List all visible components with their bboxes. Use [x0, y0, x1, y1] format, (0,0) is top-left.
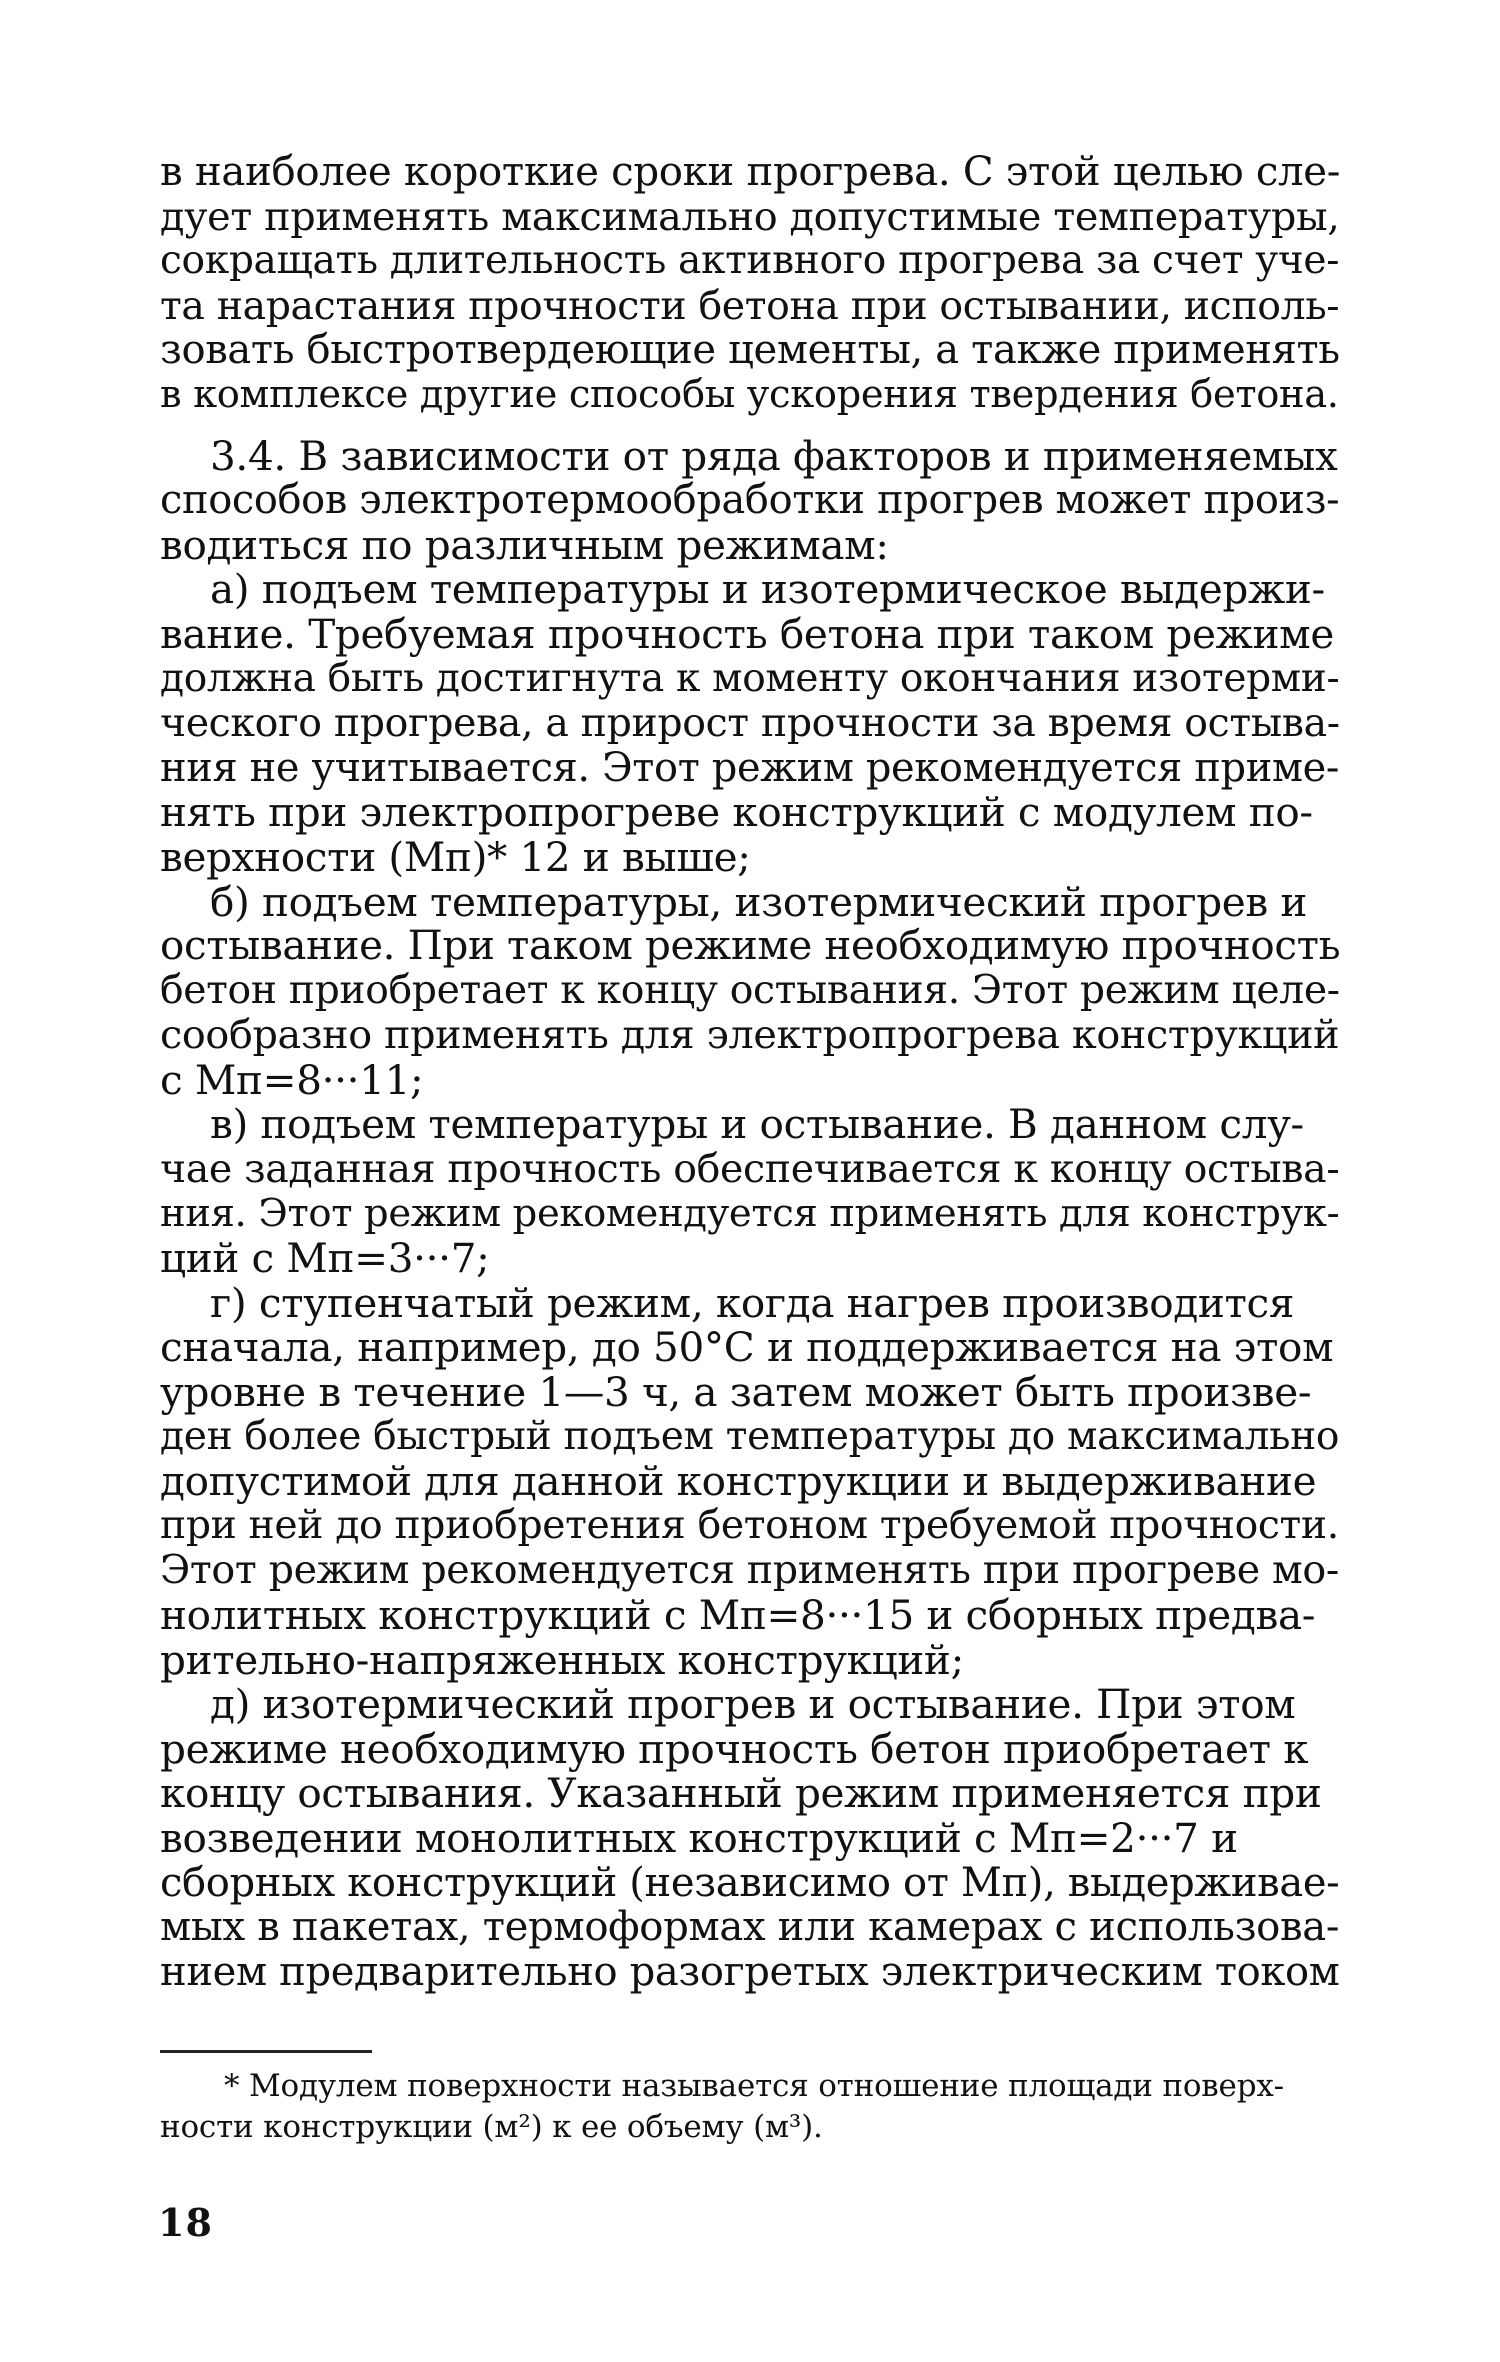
text-line: мых в пакетах, термоформах или камерах с использова- [160, 1904, 1340, 1951]
item-v-first-line: в) подъем температуры и остывание. В данном слу- [210, 1100, 1304, 1149]
item-a-first-line: а) подъем температуры и изотермическое выдержи- [210, 565, 1325, 614]
footnote-divider [160, 2050, 372, 2053]
text-line: режиме необходимую прочность бетон приобретает к [160, 1724, 1309, 1773]
text-line: та нарастания прочности бетона при остывании, исполь- [160, 282, 1340, 329]
text-line: нять при электропрогреве конструкций с модулем по- [160, 788, 1313, 837]
footnote-line: * Модулем поверхности называется отношение площади поверх- [224, 2068, 1284, 2104]
text-line: сообразно применять для электропрогрева конструкций [160, 1012, 1340, 1059]
text-line: сборных конструкций (независимо от Мп), выдерживае- [160, 1859, 1340, 1906]
text-line: нолитных конструкций с Мп=8···15 и сборных предва- [160, 1591, 1316, 1639]
text-line: способов электротермообработки прогрев может произ- [160, 477, 1340, 524]
footnote [160, 2066, 1340, 2148]
text-line: концу остывания. Указанный режим применяется при [160, 1769, 1322, 1818]
item-g-first-line: г) ступенчатый режим, когда нагрев производится [210, 1278, 1295, 1327]
text-line: верхности (Мп)* 12 и выше; [160, 832, 751, 881]
text-line: бетон приобретает к концу остывания. Этот режим целе- [160, 967, 1340, 1013]
text-line: сначала, например, до 50°С и поддерживается на этом [160, 1323, 1334, 1372]
text-line: с Мп=8···11; [160, 1055, 424, 1104]
text-line: чае заданная прочность обеспечивается к концу остыва- [160, 1146, 1340, 1193]
text-line: в комплексе другие способы ускорения твердения бетона. [160, 371, 1339, 417]
text-line: остывание. При таком режиме необходимую прочность [160, 922, 1341, 970]
text-line: ния не учитывается. Этот режим рекомендуется приме- [160, 744, 1340, 791]
text-line: сокращать длительность активного прогрева за счет уче- [160, 238, 1340, 284]
text-line: Этот режим рекомендуется применять при прогреве мо- [160, 1547, 1339, 1594]
text-line: в наиболее короткие сроки прогрева. С этой целью сле- [160, 149, 1340, 195]
text-line: ций с Мп=3···7; [160, 1234, 490, 1283]
footnote-line: ности конструкции (м²) к ее объему (м³). [160, 2109, 823, 2145]
text-line: при ней до приобретения бетоном требуемой прочности. [160, 1502, 1339, 1548]
text-line: допустимой для данной конструкции и выдерживание [160, 1457, 1317, 1506]
item-b-first-line: б) подъем температуры, изотермический прогрев и [210, 877, 1308, 926]
page-number: 18 [158, 2200, 213, 2245]
text-line: возведении монолитных конструкций с Мп=2···7 и [160, 1813, 1238, 1862]
text-line: ден более быстрый подъем температуры до максимально [160, 1413, 1340, 1459]
section-3-4-first-line: 3.4. В зависимости от ряда факторов и применяемых [210, 431, 1338, 480]
item-d-first-line: д) изотермический прогрев и остывание. При этом [210, 1680, 1296, 1729]
text-line: рительно-напряженных конструкций; [160, 1635, 964, 1684]
text-line: уровне в течение 1—3 ч, а затем может быть произве- [160, 1368, 1312, 1417]
text-line: ния. Этот режим рекомендуется применять для конструк- [160, 1190, 1340, 1236]
text-line: зовать быстротвердеющие цементы, а также применять [160, 327, 1340, 374]
text-line: водиться по различным режимам: [160, 520, 889, 569]
text-line: вание. Требуемая прочность бетона при таком режиме [160, 609, 1334, 658]
text-line: должна быть достигнута к моменту окончания изотерми- [160, 655, 1340, 701]
text-line: дует применять максимально допустимые температуры, [160, 193, 1340, 240]
page-body [160, 150, 1340, 1994]
text-line: нием предварительно разогретых электрическим током [160, 1948, 1340, 1995]
text-line: ческого прогрева, а прирост прочности за время остыва- [160, 700, 1340, 747]
